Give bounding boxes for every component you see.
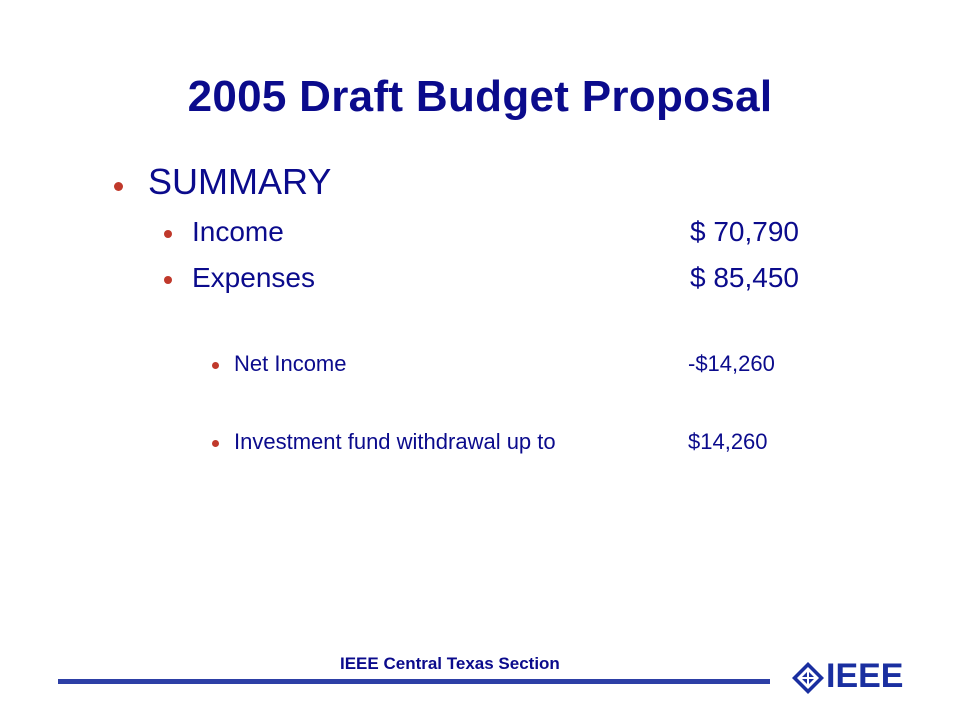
bullet-icon [212, 440, 219, 447]
footer-section-name: IEEE Central Texas Section [340, 654, 560, 673]
expenses-label: Expenses [192, 262, 315, 293]
slide-title: 2005 Draft Budget Proposal [187, 72, 773, 121]
bullet-icon [164, 276, 172, 284]
footer-divider [58, 679, 770, 684]
net-income-value: -$14,260 [688, 351, 775, 376]
bullet-icon [212, 362, 219, 369]
net-income-label: Net Income [234, 351, 347, 376]
withdrawal-value: $14,260 [688, 429, 768, 454]
withdrawal-label: Investment fund withdrawal up to [234, 429, 556, 454]
expenses-value: $ 85,450 [690, 262, 799, 293]
summary-heading: SUMMARY [148, 161, 332, 202]
bullet-icon [164, 230, 172, 238]
income-label: Income [192, 216, 284, 247]
bullet-icon [114, 182, 123, 191]
income-value: $ 70,790 [690, 216, 799, 247]
ieee-logo-text: IEEE [826, 657, 904, 695]
